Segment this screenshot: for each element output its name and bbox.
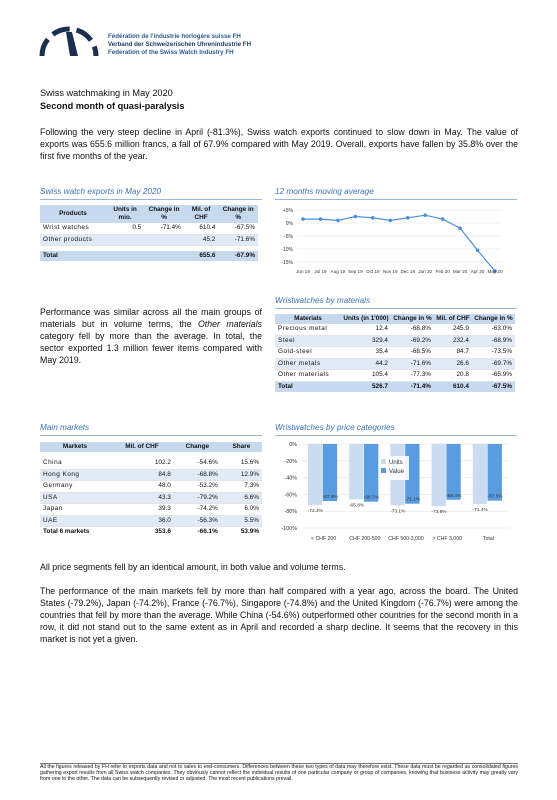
data-label: -71.1% — [404, 497, 421, 503]
materials-paragraph: Performance was similar across all the main groups of materials but in volume terms, the Other materials category fell by more than the average. In total, the sector exported 1.3 million fewer items compared with May 2019. — [40, 307, 262, 365]
table-row: Steel 329.4 -69.2% 232.4 -68.9% — [275, 335, 515, 347]
fh-logo-icon — [38, 26, 100, 62]
bar-units — [473, 444, 487, 504]
price-section-rule — [275, 435, 517, 436]
table-row: Germany 48.0 -53.2% 7.3% — [40, 481, 262, 493]
data-point — [458, 226, 462, 230]
x-tick-label: > CHF 3,000 — [432, 536, 462, 542]
intro-paragraph: Following the very steep decline in April (-81.3%), Swiss watch exports continued to slow down in May. The value of exports was 655.6 million francs, a fall of 67.9% compared with May 2019. Overall, exports have fallen by 35.8% over the first five months of the year. — [40, 127, 518, 161]
exports-table — [40, 205, 258, 261]
y-tick-label: -100% — [281, 526, 297, 532]
moving-average-section-title: 12 months moving average — [275, 187, 374, 196]
data-point — [301, 217, 305, 221]
x-tick-label: Feb 20 — [435, 269, 450, 274]
data-point — [371, 216, 375, 220]
table-row: Precious metal 12.4 -68.8% 245.9 -63.0% — [275, 324, 515, 335]
table-row: Other materials 105.4 -77.3% 20.8 -65.9% — [275, 370, 515, 382]
bar-units — [432, 444, 446, 506]
page-title: Swiss watchmaking in May 2020 — [40, 88, 173, 98]
bar-value — [488, 444, 502, 501]
materials-table — [275, 314, 515, 392]
y-tick-label: 0% — [285, 221, 293, 227]
price-paragraph: All price segments fell by an identical amount, in both value and volume terms. — [40, 562, 346, 572]
y-tick-label: -40% — [284, 475, 297, 482]
exports-section-rule — [40, 199, 262, 200]
x-tick-label: Jun 19 — [296, 269, 310, 274]
col-header: Change in % — [218, 205, 258, 223]
col-header: Share — [221, 442, 262, 452]
moving-average-chart — [275, 202, 519, 278]
col-header: Change in % — [391, 314, 434, 324]
col-header: Materials — [275, 314, 341, 324]
data-point — [336, 219, 340, 223]
x-tick-label: Mar 20 — [452, 269, 468, 274]
bar-value — [364, 444, 378, 502]
data-point — [406, 216, 410, 220]
x-tick-label: Total — [482, 536, 494, 542]
col-header: Mil. of CHF — [434, 314, 472, 324]
x-tick-label: Oct 19 — [366, 269, 380, 274]
table-row: Japan 39.3 -74.2% 6.0% — [40, 504, 262, 516]
col-header: Products — [40, 205, 106, 223]
y-tick-label: -20% — [284, 458, 297, 465]
markets-table — [40, 442, 262, 538]
table-total-row: Total 526.7 -71.4% 610.4 -67.5% — [275, 381, 515, 392]
materials-section-rule — [275, 308, 517, 309]
data-label: -67.9% — [322, 495, 338, 501]
markets-section-title: Main markets — [40, 423, 90, 432]
table-total-row: Total 6 markets 353.6 -66.1% 53.9% — [40, 527, 262, 538]
table-row: Other products 45.2 -71.6% — [40, 234, 258, 246]
legend-swatch — [381, 468, 386, 473]
y-tick-label: 0% — [289, 442, 297, 448]
col-header: Units in mio. — [106, 205, 144, 223]
price-section-title: Wristwatches by price categories — [275, 423, 395, 432]
data-label: -73.1% — [390, 509, 406, 515]
data-label: -73.9% — [431, 510, 447, 516]
table-row: Other metals 44.2 -71.6% 26.6 -69.7% — [275, 358, 515, 370]
data-label: -72.4% — [307, 508, 323, 514]
org-name-de: Verband der Schweizerischen Uhrenindustrie FH — [108, 41, 252, 49]
table-row: Hong Kong 84.8 -68.8% 12.9% — [40, 469, 262, 481]
org-names — [108, 33, 251, 58]
markets-section-rule — [40, 435, 262, 436]
table-row: Wrist watches 0.5 -71.4% 610.4 -67.5% — [40, 223, 258, 234]
org-name-fr: Fédération de l'industrie horlogère suisse FH — [108, 33, 241, 40]
col-header: Units (in 1'000) — [341, 314, 391, 324]
data-point — [319, 217, 323, 221]
bar-units — [308, 444, 322, 505]
bar-value — [323, 444, 337, 501]
x-tick-label: Dec 19 — [400, 269, 416, 274]
col-header: Markets — [40, 442, 110, 452]
exports-section-title: Swiss watch exports in May 2020 — [40, 187, 162, 196]
data-point — [476, 249, 480, 253]
x-tick-label: Sep 19 — [348, 269, 363, 274]
legend-label: Units — [389, 460, 403, 466]
markets-paragraph: The performance of the main markets fell by more than half compared with a year ago, across the board. The United States (-79.2%), Japan (-74.2%), France (-76.7%), Singapore (-74.8%) and the United Kingdom (-76.7%) were among the countries that fell by more than the average. While China (-54.6%) outperformed other countries for the second month in a row, it did not stand out to the same extent as in April and recorded a sharp decline. It seems that the recovery in this market is not yet a given. — [40, 586, 518, 644]
x-tick-label: Apr 20 — [470, 269, 485, 274]
x-tick-label: Jul 19 — [314, 269, 327, 274]
bar-units — [349, 444, 363, 499]
series-line — [303, 215, 495, 271]
materials-section-title: Wristwatches by materials — [275, 296, 371, 305]
table-total-row: Total 655.6 -67.9% — [40, 251, 258, 262]
data-point — [441, 217, 445, 221]
x-tick-label: CHF 500-3,000 — [388, 536, 424, 542]
table-row: UAE 36.0 -56.3% 5.5% — [40, 515, 262, 527]
data-point — [388, 219, 392, 223]
data-label: -65.8% — [348, 503, 365, 509]
x-tick-label: CHF 200-500 — [349, 536, 381, 542]
legend-label: Value — [389, 469, 404, 475]
col-header: Mil. of CHF — [184, 205, 219, 223]
x-tick-label: Nov 19 — [382, 269, 398, 274]
y-tick-label: -80% — [284, 509, 297, 516]
x-tick-label: < CHF 200 — [310, 536, 337, 542]
price-categories-chart — [275, 438, 519, 550]
table-row: China 102.2 -54.6% 15.6% — [40, 458, 262, 469]
page-subtitle: Second month of quasi-paralysis — [40, 101, 185, 111]
legend-swatch — [381, 459, 386, 464]
data-label: -68.7% — [363, 495, 379, 501]
org-name-en: Federation of the Swiss Watch Industry FH — [108, 49, 234, 57]
y-tick-label: -15% — [281, 260, 293, 266]
data-label: -67.5% — [487, 494, 503, 500]
y-tick-label: -10% — [281, 247, 293, 253]
x-tick-label: May 20 — [487, 269, 503, 274]
y-tick-label: +5% — [282, 208, 293, 214]
moving-average-section-rule — [275, 199, 517, 200]
y-tick-label: -60% — [284, 492, 297, 499]
data-point — [354, 215, 358, 219]
table-row: USA 43.3 -79.2% 6.6% — [40, 492, 262, 504]
x-tick-label: Jan 20 — [418, 269, 433, 274]
data-point — [423, 213, 427, 217]
footer-disclaimer: All the figures released by FH refer to exports data and not to sales to end-consumers. Differences between these two types of data may therefore exist. These data must be regarded as consolidated figures gathering export results from all Swiss watch companies. They obviously cannot reflect the individual results of one particular company or group of companies, knowing that business activity may greatly vary from one to the other. The data can be subsequently revised or adjusted. The most recent publications prevail. — [40, 764, 518, 782]
col-header: Mil. of CHF — [110, 442, 174, 452]
table-row: Gold-steel 35.4 -68.5% 84.7 -73.5% — [275, 347, 515, 359]
y-tick-label: -5% — [284, 234, 293, 240]
col-header: Change in % — [472, 314, 515, 324]
data-label: -71.4% — [472, 507, 488, 513]
x-tick-label: Aug 19 — [330, 269, 346, 274]
col-header: Change in % — [144, 205, 184, 223]
data-label: -66.4% — [446, 493, 462, 499]
col-header: Change — [174, 442, 221, 452]
bar-value — [446, 444, 460, 500]
